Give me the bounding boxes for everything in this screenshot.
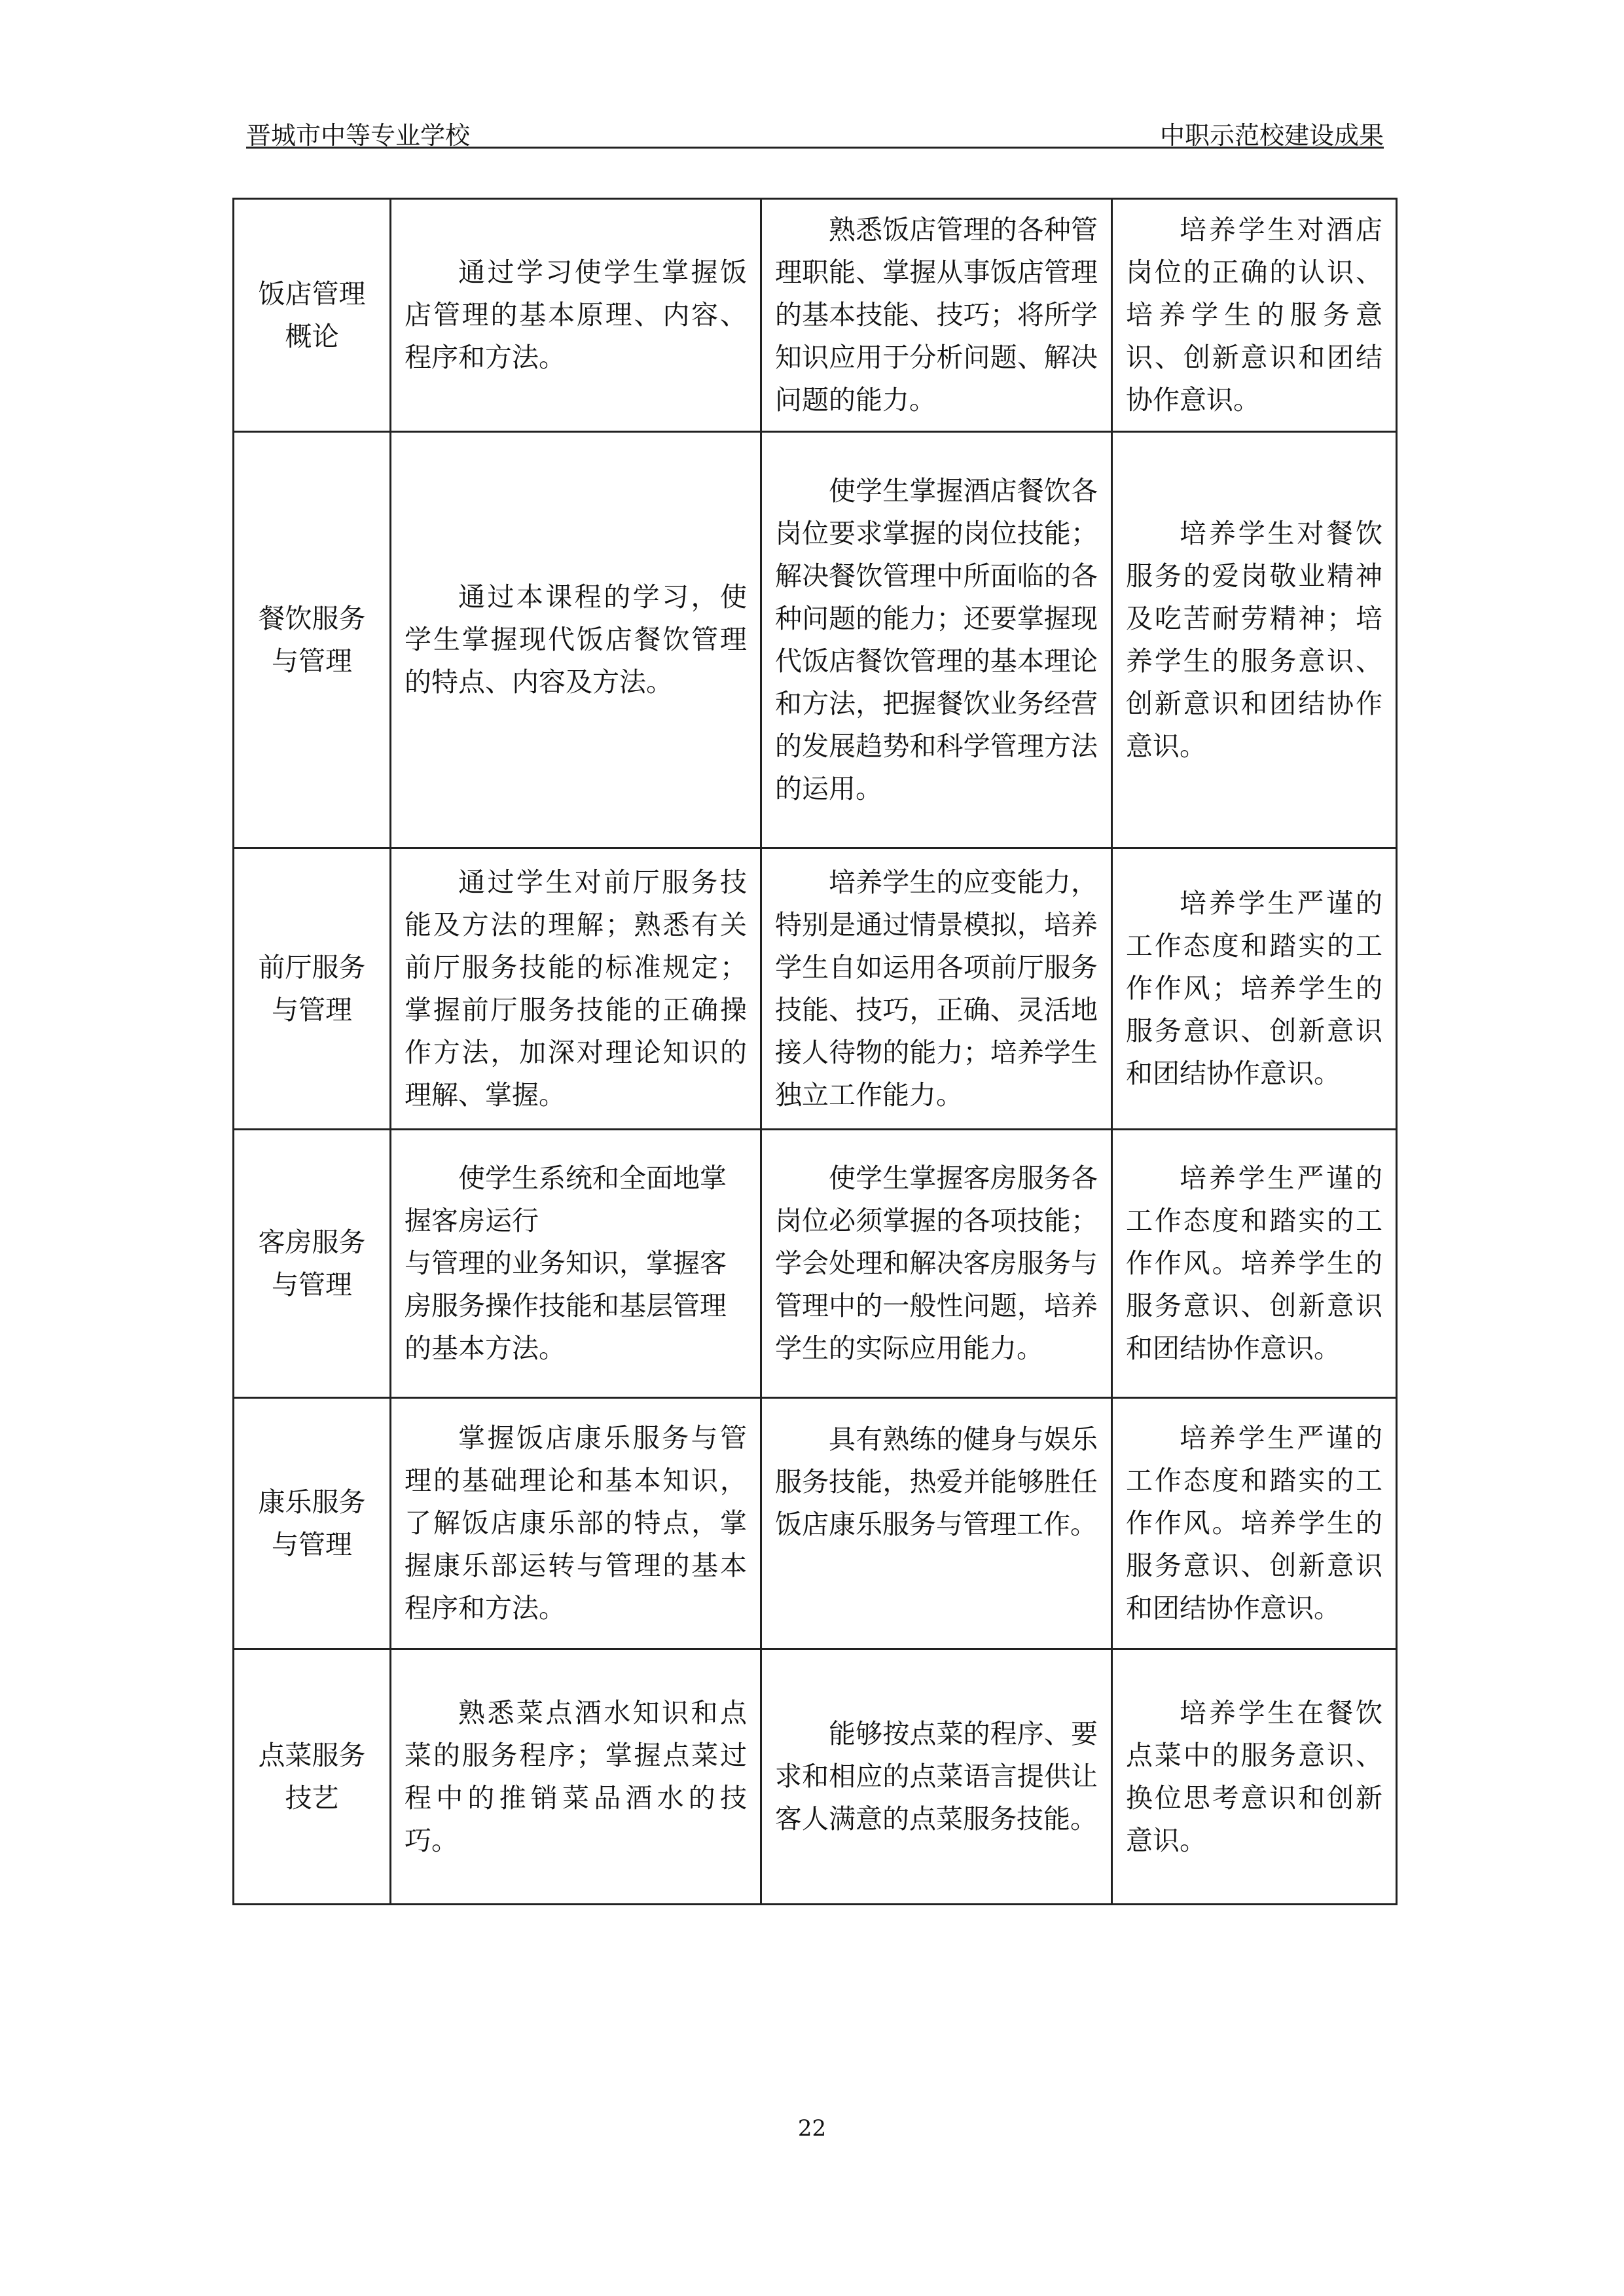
quality-cell: 培养学生严谨的工作态度和踏实的工作作风。培养学生的服务意识、创新意识和团结协作意识。: [1112, 1130, 1397, 1398]
ability-cell: 使学生掌握酒店餐饮各岗位要求掌握的岗位技能；解决餐饮管理中所面临的各种问题的能力；还要掌握现代饭店餐饮管理的基本理论和方法，把握餐饮业务经营的发展趋势和科学管理方法的运用。: [761, 432, 1112, 848]
ability-cell: 使学生掌握客房服务各岗位必须掌握的各项技能；学会处理和解决客房服务与管理中的一般性问题，培养学生的实际应用能力。: [761, 1130, 1112, 1398]
table-row: [234, 199, 1397, 432]
table-row: [234, 848, 1397, 1130]
course-name-cell: 前厅服务 与管理: [234, 848, 391, 1130]
page-number: 22: [797, 2115, 827, 2142]
table-row: [234, 1398, 1397, 1649]
school-name: 晋城市中等专业学校: [246, 121, 471, 150]
course-name-cell: 客房服务 与管理: [234, 1130, 391, 1398]
course-table: [232, 198, 1398, 1905]
ability-cell: 培养学生的应变能力，特别是通过情景模拟，培养学生自如运用各项前厅服务技能、技巧，正确、灵活地接人待物的能力；培养学生独立工作能力。: [761, 848, 1112, 1130]
quality-cell: 培养学生对餐饮服务的爱岗敬业精神及吃苦耐劳精神；培养学生的服务意识、创新意识和团结协作意识。: [1112, 432, 1397, 848]
content-cell: 使学生系统和全面地掌握客房运行 与管理的业务知识，掌握客房服务操作技能和基层管理的基本方法。: [391, 1130, 761, 1398]
course-name-cell: 点菜服务 技艺: [234, 1649, 391, 1905]
table-row: [234, 1649, 1397, 1905]
content-cell: 掌握饭店康乐服务与管理的基础理论和基本知识，了解饭店康乐部的特点，掌握康乐部运转与管理的基本程序和方法。: [391, 1398, 761, 1649]
quality-cell: 培养学生严谨的工作态度和踏实的工作作风。培养学生的服务意识、创新意识和团结协作意识。: [1112, 1398, 1397, 1649]
table-row: [234, 432, 1397, 848]
quality-cell: 培养学生严谨的工作态度和踏实的工作作风；培养学生的服务意识、创新意识和团结协作意识。: [1112, 848, 1397, 1130]
course-name-cell: 康乐服务 与管理: [234, 1398, 391, 1649]
course-name-cell: 饭店管理 概论: [234, 199, 391, 432]
content-cell: 通过学生对前厅服务技能及方法的理解；熟悉有关前厅服务技能的标准规定；掌握前厅服务技能的正确操作方法，加深对理论知识的理解、掌握。: [391, 848, 761, 1130]
table-row: [234, 1130, 1397, 1398]
quality-cell: 培养学生对酒店岗位的正确的认识、培养学生的服务意识、创新意识和团结协作意识。: [1112, 199, 1397, 432]
ability-cell: 能够按点菜的程序、要求和相应的点菜语言提供让客人满意的点菜服务技能。: [761, 1649, 1112, 1905]
quality-cell: 培养学生在餐饮点菜中的服务意识、换位思考意识和创新意识。: [1112, 1649, 1397, 1905]
header-title: 中职示范校建设成果: [1159, 121, 1384, 150]
page-header: [246, 110, 1384, 149]
content-cell: 熟悉菜点酒水知识和点菜的服务程序；掌握点菜过程中的推销菜品酒水的技巧。: [391, 1649, 761, 1905]
ability-cell: 具有熟练的健身与娱乐服务技能，热爱并能够胜任饭店康乐服务与管理工作。: [761, 1398, 1112, 1649]
content-cell: 通过本课程的学习，使学生掌握现代饭店餐饮管理的特点、内容及方法。: [391, 432, 761, 848]
ability-cell: 熟悉饭店管理的各种管理职能、掌握从事饭店管理的基本技能、技巧；将所学知识应用于分析问题、解决问题的能力。: [761, 199, 1112, 432]
content-cell: 通过学习使学生掌握饭店管理的基本原理、内容、程序和方法。: [391, 199, 761, 432]
course-name-cell: 餐饮服务 与管理: [234, 432, 391, 848]
